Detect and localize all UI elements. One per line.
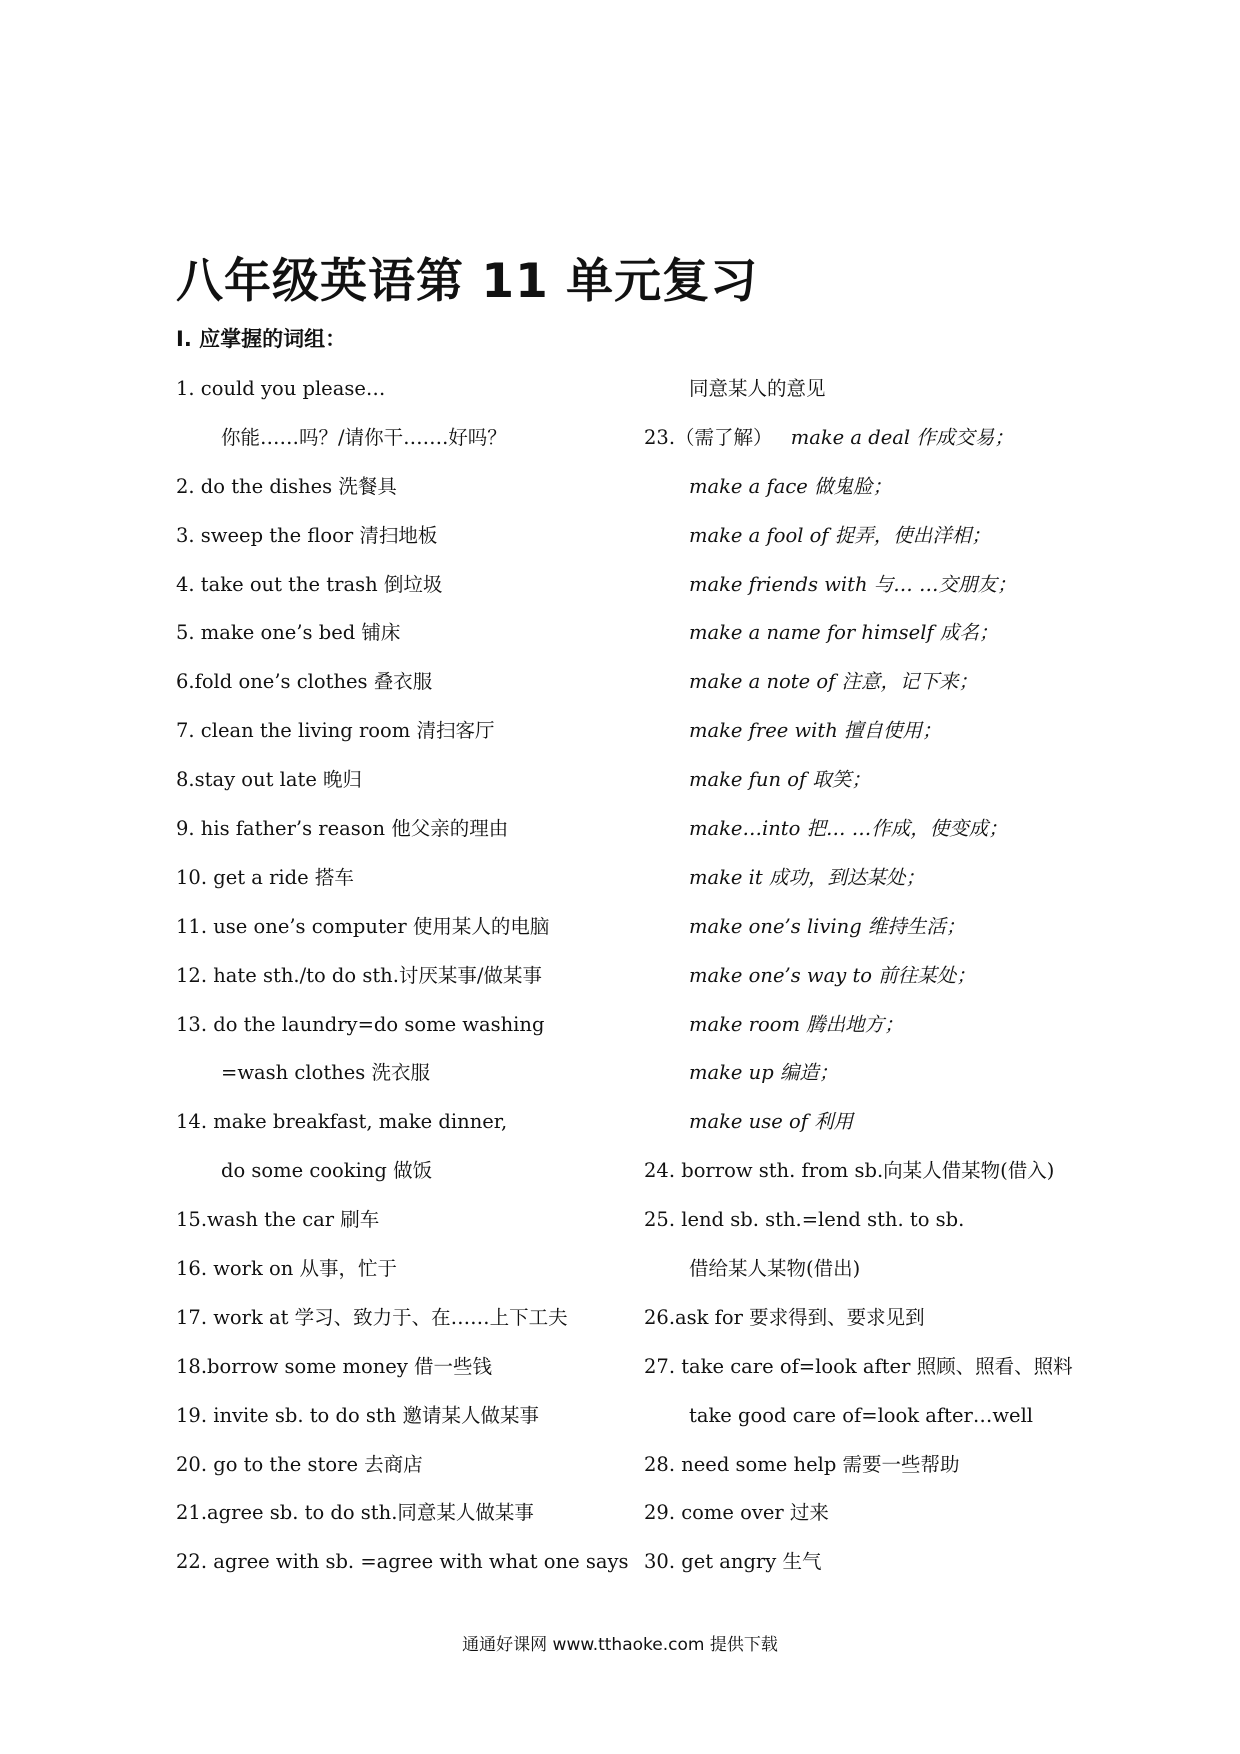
- phrase-line: 你能……吗？/请你干…….好吗？: [221, 425, 507, 449]
- phrase-line: make free with 擅自使用；: [689, 719, 942, 743]
- phrase-line: 15.wash the car 刷车: [176, 1208, 380, 1232]
- phrase-line: make a fool of 捉弄，使出洋相；: [689, 523, 991, 547]
- phrase-line: 1. could you please…: [176, 377, 386, 400]
- phrase-line: 4. take out the trash 倒垃圾: [176, 572, 443, 596]
- phrase-line: 29. come over 过来: [644, 1501, 829, 1525]
- phrase-line: =wash clothes 洗衣服: [221, 1061, 430, 1085]
- phrase-line: 6.fold one’s clothes 叠衣服: [176, 670, 433, 694]
- phrase-line: make friends with 与… …交朋友；: [689, 572, 1017, 596]
- phrase-line: make one’s living 维持生活；: [689, 914, 966, 938]
- phrase-line: 借给某人某物(借出): [689, 1257, 861, 1281]
- phrase-line: 22. agree with sb. =agree with what one says: [176, 1550, 629, 1574]
- phrase-line: 7. clean the living room 清扫客厅: [176, 719, 495, 743]
- phrase-line: make up 编造；: [689, 1061, 839, 1085]
- phrase-line: 12. hate sth./to do sth.讨厌某事/做某事: [176, 963, 543, 987]
- phrase-line: make a face 做鬼脸；: [689, 474, 892, 498]
- phrase-line: 同意某人的意见: [689, 377, 826, 400]
- phrase-line: make it 成功，到达某处；: [689, 865, 925, 889]
- phrase-line: 19. invite sb. to do sth 邀请某人做某事: [176, 1403, 540, 1427]
- phrase-line: 18.borrow some money 借一些钱: [176, 1354, 493, 1378]
- phrase-line: 8.stay out late 晚归: [176, 768, 363, 792]
- phrase-line: make fun of 取笑；: [689, 768, 871, 792]
- phrase-line: 24. borrow sth. from sb.向某人借某物(借入): [644, 1159, 1055, 1183]
- phrase-line: make use of 利用: [689, 1110, 854, 1134]
- page-title: 八年级英语第 11 单元复习: [176, 254, 759, 309]
- phrase-line: 3. sweep the floor 清扫地板: [176, 523, 438, 547]
- phrase-line: 10. get a ride 搭车: [176, 865, 354, 889]
- phrase-line: 21.agree sb. to do sth.同意某人做某事: [176, 1501, 534, 1525]
- right-column: [644, 374, 1084, 1596]
- phrase-line: 26.ask for 要求得到、要求见到: [644, 1305, 925, 1329]
- phrase-line: 5. make one’s bed 铺床: [176, 621, 401, 645]
- phrase-line: 16. work on 从事，忙于: [176, 1257, 397, 1281]
- phrase-line: take good care of=look after…well: [689, 1403, 1034, 1427]
- phrase-line: 17. work at 学习、致力于、在……上下工夫: [176, 1305, 568, 1329]
- phrase-line: 30. get angry 生气: [644, 1550, 822, 1574]
- phrase-line: do some cooking 做饭: [221, 1159, 433, 1183]
- phrase-line: make one’s way to 前往某处；: [689, 963, 976, 987]
- phrase-line: [644, 423, 1084, 472]
- phrase-line: make…into 把… …作成，使变成；: [689, 817, 1008, 841]
- left-column: [176, 374, 646, 1596]
- phrase-line: 14. make breakfast, make dinner,: [176, 1110, 508, 1134]
- phrase-number: 23.（需了解）: [644, 425, 773, 449]
- phrase-line: 9. his father’s reason 他父亲的理由: [176, 817, 509, 841]
- phrase-line: 27. take care of=look after 照顾、照看、照料: [644, 1354, 1073, 1378]
- phrase-line: 20. go to the store 去商店: [176, 1452, 423, 1476]
- phrase-line: make a name for himself 成名；: [689, 621, 999, 645]
- page-footer: 通通好课网 www.tthaoke.com 提供下载: [462, 1635, 778, 1655]
- section-heading: I. 应掌握的词组：: [176, 327, 347, 351]
- phrase-line: 2. do the dishes 洗餐具: [176, 474, 397, 498]
- phrase-line: 28. need some help 需要一些帮助: [644, 1452, 960, 1476]
- phrase-line: 25. lend sb. sth.=lend sth. to sb.: [644, 1208, 965, 1232]
- phrase-line: 13. do the laundry=do some washing: [176, 1012, 545, 1036]
- phrase-line: make a note of 注意，记下来；: [689, 670, 979, 694]
- phrase-italic: make a deal 作成交易；: [790, 425, 1014, 449]
- phrase-line: 11. use one’s computer 使用某人的电脑: [176, 914, 550, 938]
- phrase-line: make room 腾出地方；: [689, 1012, 904, 1036]
